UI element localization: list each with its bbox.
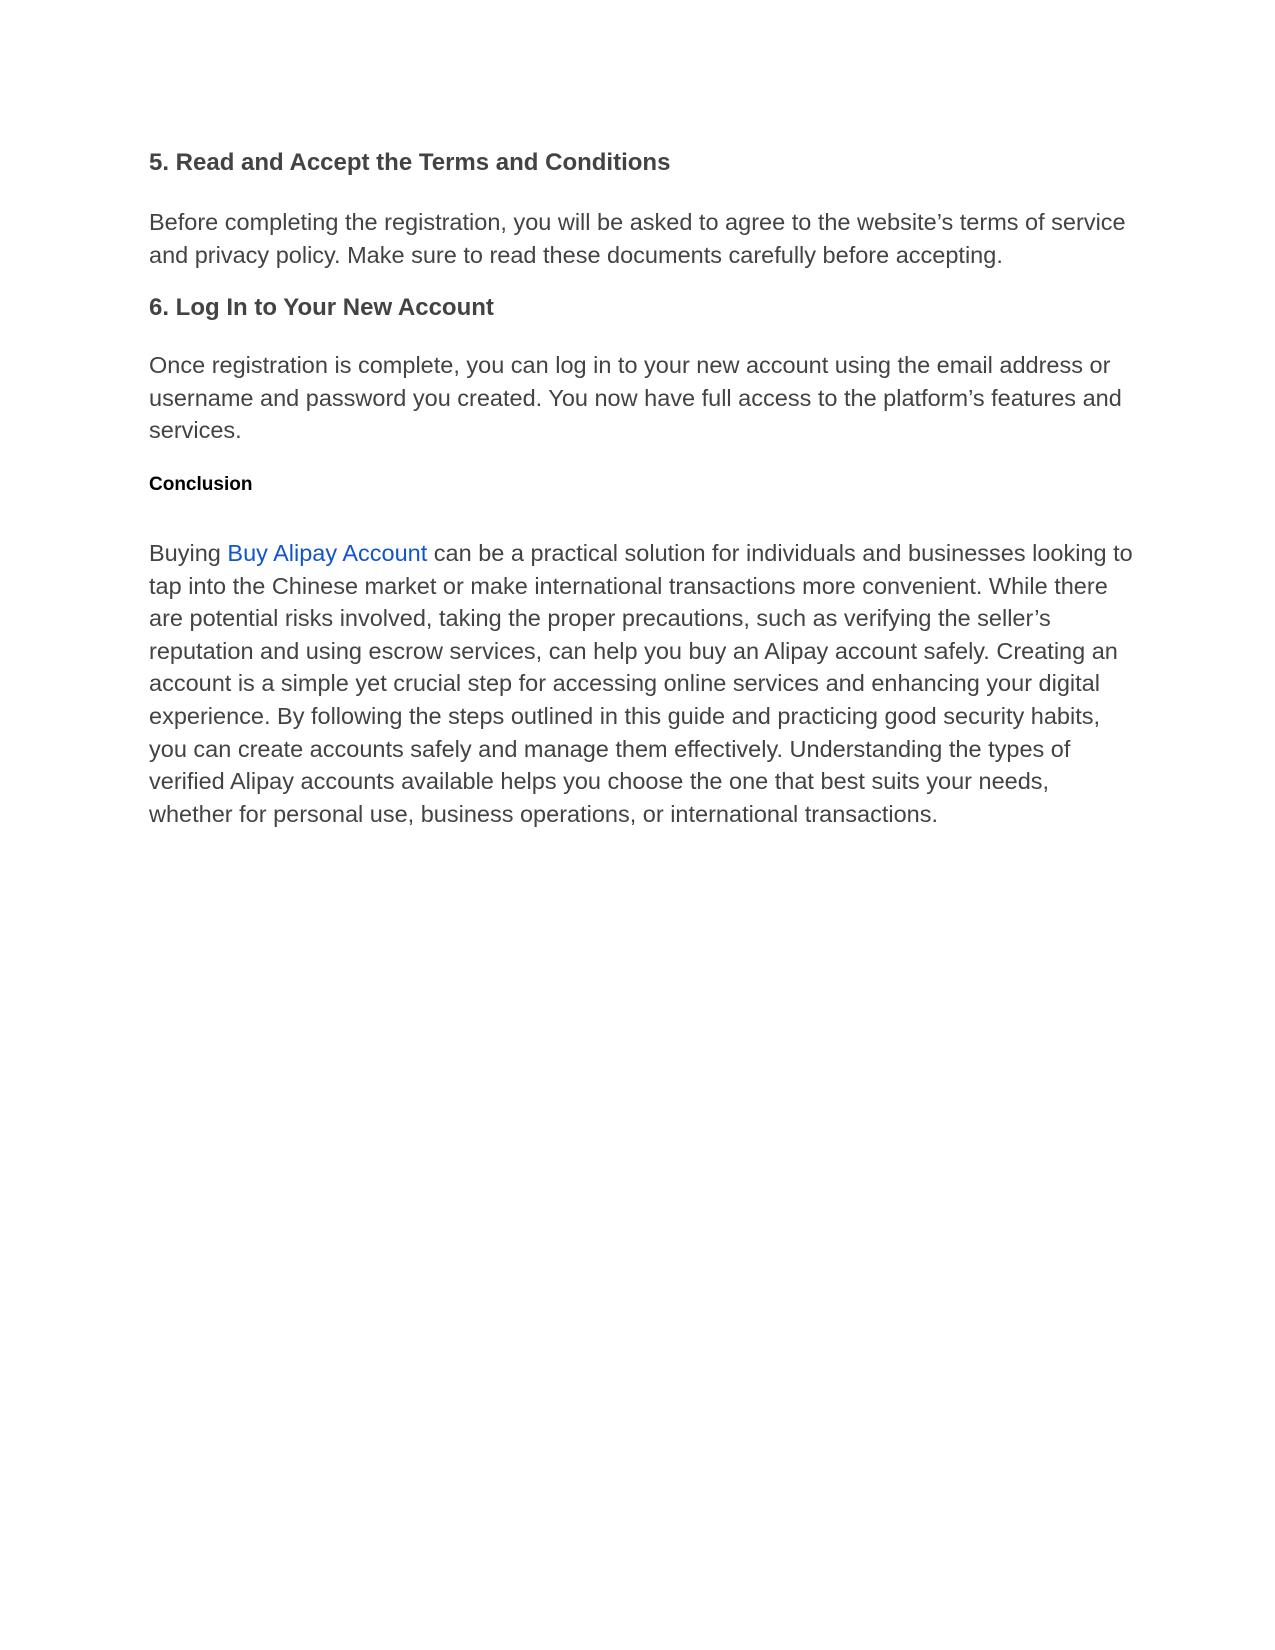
section-heading-terms: 5. Read and Accept the Terms and Conditions bbox=[149, 149, 671, 176]
conclusion-text-after-link: can be a practical solution for individuals and businesses looking to tap into the Chinese market or make international transactions more convenient. While there are potential risks involved, taking the proper precautions, such as verifying the seller’s reputation and using escrow services, can help you buy an Alipay account safely. Creating an account is a simple yet crucial step for accessing online services and enhancing your digital experience. By following the steps outlined in this guide and practicing good security habits, you can create accounts safely and manage them effectively. Understanding the types of verified Alipay accounts available helps you choose the one that best suits your needs, whether for personal use, business operations, or international transactions. bbox=[149, 539, 1133, 827]
conclusion-text-before-link: Buying bbox=[149, 539, 228, 566]
section-heading-login: 6. Log In to Your New Account bbox=[149, 294, 494, 322]
document-content bbox=[149, 138, 1133, 830]
section-body-terms: Before completing the registration, you will be asked to agree to the website’s terms of service and privacy policy. Make sure to read these documents carefully before accepting. bbox=[149, 209, 1126, 268]
conclusion-body bbox=[149, 537, 1139, 830]
conclusion-heading: Conclusion bbox=[149, 473, 253, 495]
buy-alipay-account-link[interactable]: Buy Alipay Account bbox=[227, 539, 428, 566]
section-body-login: Once registration is complete, you can log in to your new account using the email address or username and password you created. You now have full access to the platform’s features and services. bbox=[149, 352, 1122, 444]
